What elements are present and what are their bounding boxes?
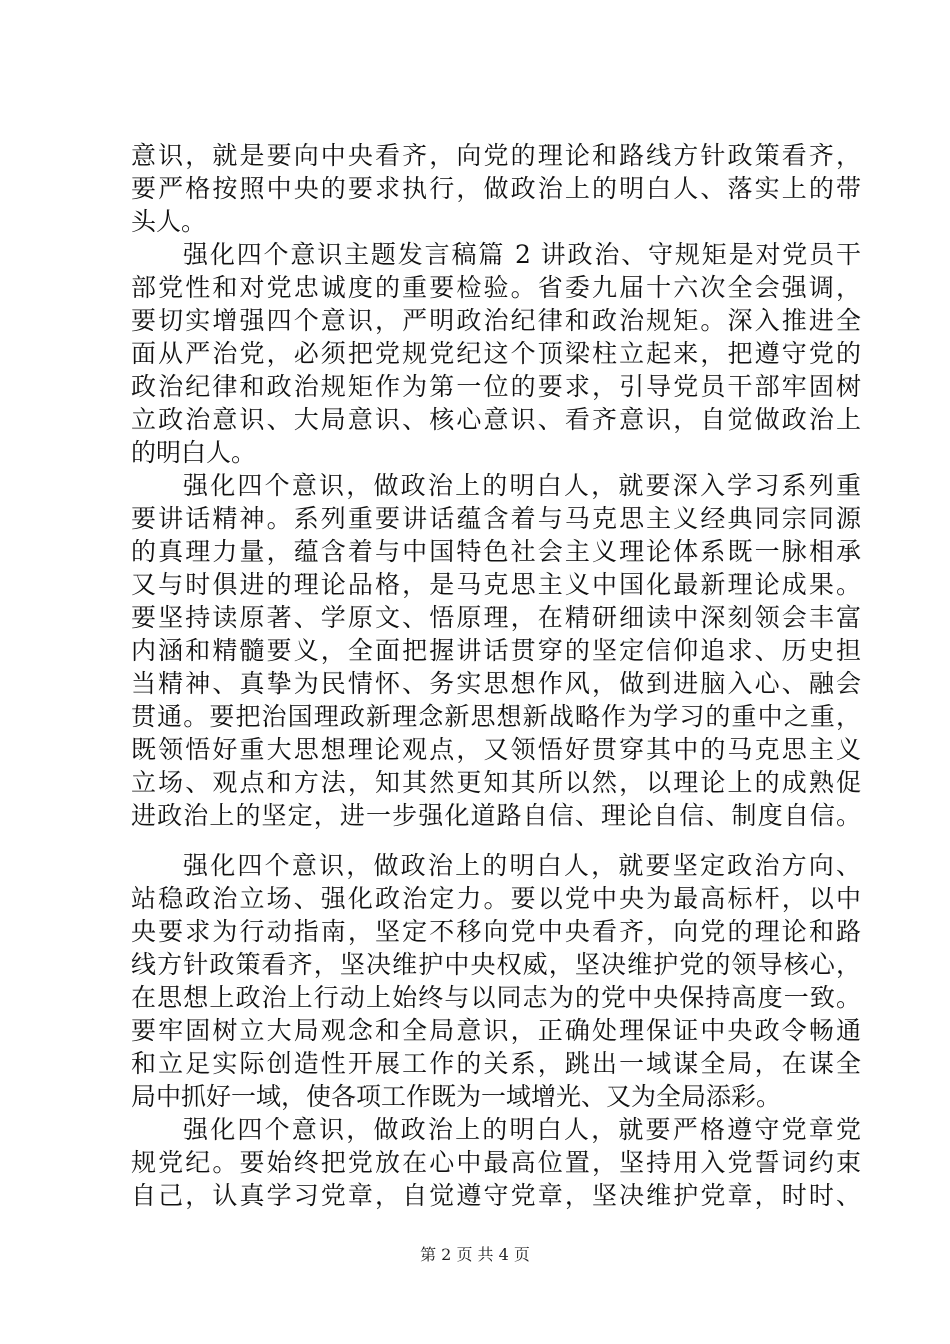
text-line: 局中抓好一域，使各项工作既为一域增光、又为全局添彩。 <box>131 1082 782 1111</box>
text-line: 自己，认真学习党章，自觉遵守党章，坚决维护党章，时时、 <box>131 1181 861 1210</box>
text-line: 立场、观点和方法，知其然更知其所以然，以理论上的成熟促 <box>131 768 861 797</box>
text-line: 要坚持读原著、学原文、悟原理，在精研细读中深刻领会丰富 <box>131 603 861 632</box>
text-line: 站稳政治立场、强化政治定力。要以党中央为最高标杆，以中 <box>131 884 861 913</box>
text-line: 进政治上的坚定，进一步强化道路自信、理论自信、制度自信。 <box>131 801 861 830</box>
text-line: 的真理力量，蕴含着与中国特色社会主义理论体系既一脉相承 <box>131 537 861 566</box>
text-line: 在思想上政治上行动上始终与以同志为的党中央保持高度一致。 <box>131 983 861 1012</box>
text-line: 线方针政策看齐，坚决维护中央权威，坚决维护党的领导核心， <box>131 950 861 979</box>
text-line: 强化四个意识，做政治上的明白人，就要坚定政治方向、 <box>183 851 861 880</box>
page-footer: 第 2 页 共 4 页 <box>420 1245 530 1264</box>
text-line: 头人。 <box>131 207 207 236</box>
text-line: 强化四个意识，做政治上的明白人，就要深入学习系列重 <box>183 471 861 500</box>
text-line: 当精神、真挚为民情怀、务实思想作风，做到进脑入心、融会 <box>131 669 861 698</box>
text-line: 的明白人。 <box>131 438 257 467</box>
text-line: 贯通。要把治国理政新理念新思想新战略作为学习的重中之重， <box>131 702 861 731</box>
text-line: 强化四个意识，做政治上的明白人，就要严格遵守党章党 <box>183 1115 861 1144</box>
text-line: 央要求为行动指南，坚定不移向党中央看齐，向党的理论和路 <box>131 917 861 946</box>
text-line: 要严格按照中央的要求执行，做政治上的明白人、落实上的带 <box>131 174 861 203</box>
text-line: 强化四个意识主题发言稿篇 2 讲政治、守规矩是对党员干 <box>183 240 861 269</box>
text-line: 面从严治党，必须把党规党纪这个顶梁柱立起来，把遵守党的 <box>131 339 861 368</box>
text-line: 内涵和精髓要义，全面把握讲话贯穿的坚定信仰追求、历史担 <box>131 636 861 665</box>
text-line: 要牢固树立大局观念和全局意识，正确处理保证中央政令畅通 <box>131 1016 861 1045</box>
text-line: 意识，就是要向中央看齐，向党的理论和路线方针政策看齐， <box>131 141 861 170</box>
text-line: 部党性和对党忠诚度的重要检验。省委九届十六次全会强调， <box>131 273 861 302</box>
text-line: 规党纪。要始终把党放在心中最高位置，坚持用入党誓词约束 <box>131 1148 861 1177</box>
text-line: 要讲话精神。系列重要讲话蕴含着与马克思主义经典同宗同源 <box>131 504 861 533</box>
text-line: 立政治意识、大局意识、核心意识、看齐意识，自觉做政治上 <box>131 405 861 434</box>
text-line: 和立足实际创造性开展工作的关系，跳出一域谋全局，在谋全 <box>131 1049 861 1078</box>
text-line: 政治纪律和政治规矩作为第一位的要求，引导党员干部牢固树 <box>131 372 861 401</box>
text-line: 既领悟好重大思想理论观点，又领悟好贯穿其中的马克思主义 <box>131 735 861 764</box>
text-line: 又与时俱进的理论品格，是马克思主义中国化最新理论成果。 <box>131 570 861 599</box>
text-line: 要切实增强四个意识，严明政治纪律和政治规矩。深入推进全 <box>131 306 861 335</box>
